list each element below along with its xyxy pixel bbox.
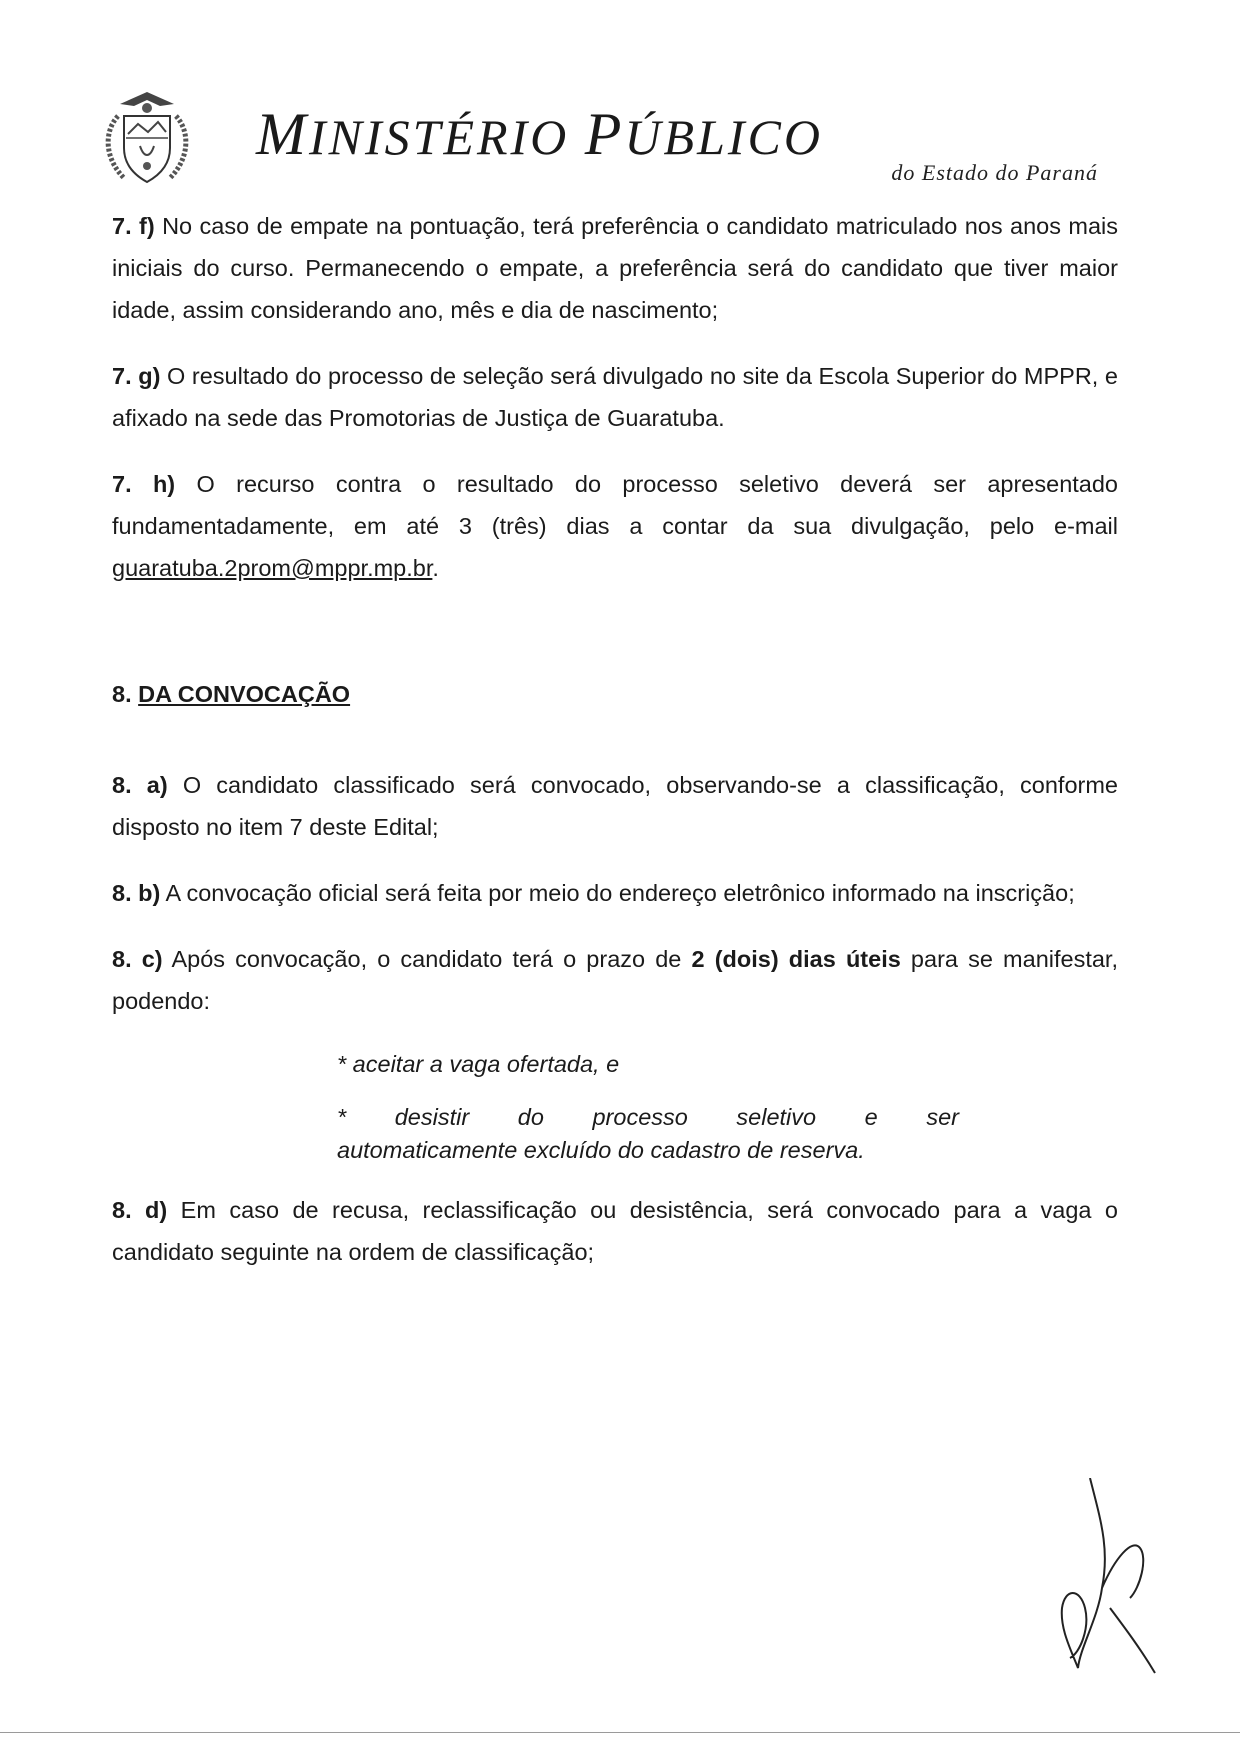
item-8a [112,764,1118,848]
page-bottom-line [0,1732,1240,1733]
item-label: 7. h) [112,471,176,497]
item-8c: 8. c) Após convocação, o candidato terá o prazo de 2 (dois) dias úteis para se manifestar, podendo: [112,946,1118,1014]
letterhead [98,86,1118,196]
item-text: Em caso de recusa, reclassificação ou desistência, será convocado para a vaga o candidato seguinte na ordem de classificação; [112,1197,1118,1265]
deadline: 2 (dois) dias úteis [691,946,901,972]
options-list [337,1048,959,1167]
item-label: 8. c) [112,946,163,972]
item-label: 7. g) [112,363,161,389]
item-text: O resultado do processo de seleção será divulgado no site da Escola Superior do MPPR, e afixado na sede das Promotorias de Justiça de Guaratuba. [112,363,1119,431]
item-7f [112,205,1118,331]
coat-of-arms-parana-icon [98,86,196,190]
email-link[interactable]: guaratuba.2prom@mppr.mp.br [112,555,433,581]
item-label: 7. f) [112,213,155,239]
item-label: 8. b) [112,880,161,906]
item-text: O candidato classificado será convocado, observando-se a classificação, conforme disposto no item 7 deste Edital; [112,772,1118,840]
item-8b [112,872,1118,914]
item-8d [112,1189,1118,1273]
item-7g [112,355,1118,439]
option-withdraw-line1: * desistir do processo seletivo e ser [337,1104,959,1130]
section-8-heading: 8. DA CONVOCAÇÃO [112,681,351,707]
section-title: DA CONVOCAÇÃO [138,681,351,707]
item-label: 8. d) [112,1197,168,1223]
item-label: 8. a) [112,772,168,798]
option-accept: * aceitar a vaga ofertada, e [337,1051,620,1077]
letterhead-title: MINISTÉRIO PÚBLICO [256,101,824,167]
item-text: A convocação oficial será feita por meio do endereço eletrônico informado na inscrição; [160,880,1075,906]
item-text: O recurso contra o resultado do processo seletivo deverá ser apresentado fundamentadamente, em até 3 (três) dias a contar da sua divulgação, pelo e-mail [112,471,1118,539]
item-7h: 7. h) O recurso contra o resultado do processo seletivo deverá ser apresentado fundamentadamente, em até 3 (três) dias a contar da sua divulgação, pelo e-mail guaratuba.2prom@mppr.mp.br. [112,471,1118,581]
letterhead-subtitle: do Estado do Paraná [891,160,1098,185]
handwritten-signature [1040,1478,1160,1678]
option-withdraw-line2: automaticamente excluído do cadastro de reserva. [337,1137,865,1163]
document-body [112,205,1118,1273]
item-text: No caso de empate na pontuação, terá preferência o candidato matriculado nos anos mais iniciais do curso. Permanecendo o empate, a preferência será do candidato que tiver maior idade, assim considerando ano, mês e dia de nascimento; [112,213,1119,323]
